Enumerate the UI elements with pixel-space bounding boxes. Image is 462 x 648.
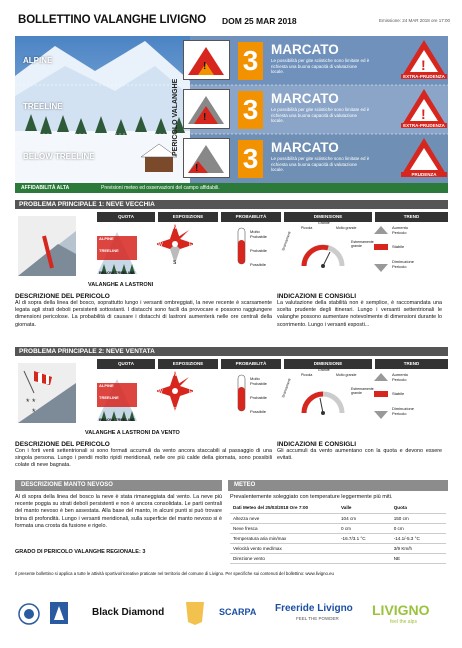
emission-time: Emissione: 24 MAR 2018 ore 17:00 [378, 18, 450, 23]
problem1-quota-alpine: ALPINE [99, 236, 114, 241]
svg-text:* *: * * [26, 397, 36, 407]
meteo-col-valle: Valle [338, 503, 391, 513]
elevation-icon-alpine [183, 40, 230, 80]
meteo-table-header [230, 503, 446, 513]
problem2-aspect-rose [157, 369, 193, 413]
problem1-tips: La valutazione della stabilità non è semplice, è raccomandata una scelta prudente degli itinerari. Lungo i versanti settentrionali le valanghe possono aumentare notevolmente di dimensioni durante lo scorrimento. Lungo i versanti esposti... [277, 300, 442, 328]
meteo-cell: Direzione vento [230, 553, 338, 563]
scarpa-logo: SCARPA [219, 607, 257, 617]
sponsor-shield-logo [48, 600, 70, 626]
problem2-trend-arrows [374, 373, 388, 419]
wind-slab-icon [18, 363, 76, 423]
problem2-size-estremamente: Estremamente grande [351, 387, 374, 395]
problem2-quota-treeline: TREELINE [99, 395, 119, 400]
problem2-size-gauge [298, 373, 348, 417]
problem2-quota-below: BELOW TREELINE [99, 417, 135, 422]
problem1-header [15, 200, 448, 209]
danger-overview [15, 36, 448, 183]
danger-name-alpine: MARCATO [271, 42, 339, 57]
warning-label-below-treeline: PRUDENZA [401, 172, 447, 177]
problem1-desc: Al di sopra della linea del bosco, soprattutto lungo i versanti ombreggiati, la neve recente è scarsamente legata agli strati deboli persistenti sottostanti. I distacchi sono facili da provocare e possono raggiungere dimensioni pericolose. La probabilità di causare i distacchi di lastroni aumenterà nelle ore centrali della giornata. [15, 300, 272, 328]
affidabilita-text: Previsioni meteo ed osservazioni del campo affidabili. [101, 185, 220, 191]
problem2-tips-title: INDICAZIONI E CONSIGLI [277, 441, 357, 448]
danger-level-alpine: 3 [238, 42, 263, 80]
svg-text:E: E [189, 242, 193, 248]
problem2-prob-molto: Molto Probabile [250, 376, 267, 386]
col-trend: TREND [375, 212, 448, 222]
slab-avalanche-icon [18, 216, 76, 276]
problem1-quota-treeline: TREELINE [99, 248, 119, 253]
problem1-type: VALANGHE A LASTRONI [88, 282, 154, 288]
problem1-size-estremamente: Estremamente grande [351, 240, 374, 248]
meteo-cell: NE [391, 553, 446, 563]
problem2-desc-title: DESCRIZIONE DEL PERICOLO [15, 441, 110, 448]
problem1-trend-stabile: Stabile [392, 244, 405, 249]
meteo-summary: Prevalentemente soleggiato con temperature leggermente più miti. [230, 494, 393, 500]
problem2-header [15, 347, 448, 356]
regional-danger-level: GRADO DI PERICOLO VALANGHE REGIONALE: 3 [15, 549, 146, 555]
problem1-trend-arrows [374, 226, 388, 272]
problem1-probability-gauge [236, 226, 248, 266]
svg-text:!: ! [421, 106, 426, 122]
problem2-size-grande: Grande [318, 368, 330, 372]
band-label-below-treeline: BELOW TREELINE [23, 152, 95, 161]
problem2-trend-stabile: Stabile [392, 391, 405, 396]
page-title: BOLLETTINO VALANGHE LIVIGNO [18, 14, 207, 26]
problem1-size-scaricamenti: Scaricamenti [281, 230, 292, 252]
problem1-prob-probabile: Probabile [250, 248, 267, 253]
col-probabilita: PROBABILITÀ [221, 212, 281, 222]
problem2-size-scaricamenti: Scaricamenti [281, 377, 292, 399]
table-row [230, 553, 446, 563]
problem1-size-molto-grande: Molto grande [336, 226, 357, 230]
svg-text:*: * [32, 407, 36, 417]
problem2-prob-possibile: Possibile [250, 409, 267, 414]
problem1-aspect-rose [157, 222, 193, 266]
problem2-column-headers [15, 359, 448, 369]
col-quota: QUOTA [97, 212, 155, 222]
meteo-cell: 104 cm [338, 513, 391, 523]
meteo-cell: 0 cm [391, 523, 446, 533]
danger-level-treeline: 3 [238, 91, 263, 129]
problem2-prob-probabile: Probabile [250, 395, 267, 400]
meteo-cell: Altezza neve [230, 513, 338, 523]
livigno-tagline: feel the alps [390, 619, 417, 625]
table-row [230, 533, 446, 543]
svg-text:!: ! [203, 61, 207, 72]
problem1-column-headers [15, 212, 448, 222]
problem2-tips: Gli accumuli da vento aumentano con la quota e devono essere evitati. [277, 448, 442, 462]
table-row [230, 543, 446, 553]
meteo-cell: 0 cm [338, 523, 391, 533]
svg-text:!: ! [421, 57, 426, 73]
problem1-desc-title: DESCRIZIONE DEL PERICOLO [15, 293, 110, 300]
problem2-type: VALANGHE A LASTRONI DA VENTO [85, 430, 180, 436]
problem2-probability-gauge [236, 373, 248, 413]
sponsor-seal-logo [18, 603, 40, 625]
elevation-icon-below-treeline [183, 138, 230, 178]
manto-text: Al di sopra della linea del bosco la neve è stata rimaneggiata dal vento. La neve più recente poggia su strati deboli persistenti e non è ancora consolidata. Le parti centrali del manto nevoso è ben assestata. Alla base del manto, in alcuni punti si può trovare brina di profondità. Lungo i versanti meridionali, sulla superficie del manto nevoso si è formata una crosta da fusione e rigelo. [15, 494, 222, 529]
meteo-cell [338, 543, 391, 553]
meteo-cell: -16.7/3.1 °C [338, 533, 391, 543]
problem1-size-piccola: Piccola [301, 226, 313, 230]
problem1-tips-title: INDICAZIONI E CONSIGLI [277, 293, 357, 300]
table-row [230, 523, 446, 533]
meteo-cell: 150 cm [391, 513, 446, 523]
elevation-icon-treeline [183, 89, 230, 129]
problem1-trend-aumento: Aumento Pericolo [392, 225, 409, 235]
problem1-trend-diminuzione: Diminuzione Pericolo [392, 259, 415, 269]
danger-name-below-treeline: MARCATO [271, 140, 339, 155]
col2-esposizione: ESPOSIZIONE [158, 359, 218, 369]
meteo-header: METEO [228, 480, 448, 491]
svg-text:!: ! [195, 163, 199, 174]
band-label-alpine: ALPINE [23, 56, 53, 65]
bulletin-date: DOM 25 MAR 2018 [222, 16, 297, 26]
meteo-cell: Neve fresca [230, 523, 338, 533]
meteo-table [230, 503, 446, 564]
table-row [230, 513, 446, 523]
problem1-quota-below: BELOW TREELINE [99, 270, 135, 275]
col2-quota: QUOTA [97, 359, 155, 369]
problem2-desc: Con i forti venti settentrionali si sono formati accumuli da vento ancora staccabili al passaggio di una singola persona. Lungo i pendii molto ripidi meridionali, nelle ore più calde della giornata, sono possibili colate di neve bagnata. [15, 448, 272, 469]
svg-text:!: ! [203, 112, 207, 123]
danger-level-below-treeline: 3 [238, 140, 263, 178]
col2-dimensione: DIMENSIONE [284, 359, 372, 369]
problem1-size-gauge [298, 226, 348, 270]
svg-text:N: N [173, 225, 177, 231]
meteo-cell: -14.1/-5.3 °C [391, 533, 446, 543]
problem2-trend-aumento: Aumento Pericolo [392, 372, 409, 382]
manto-header: DESCRIZIONE MANTO NEVOSO [15, 480, 222, 491]
meteo-cell [338, 553, 391, 563]
svg-text:W: W [158, 389, 163, 395]
col-esposizione: ESPOSIZIONE [158, 212, 218, 222]
col2-trend: TREND [375, 359, 448, 369]
problem2-quota-alpine: ALPINE [99, 383, 114, 388]
meteo-col-quota: Quota [391, 503, 446, 513]
black-diamond-logo: Black Diamond [92, 607, 165, 618]
svg-text:S: S [173, 407, 177, 413]
affidabilita-bar [15, 183, 448, 193]
problem1-size-grande: Grande [318, 221, 330, 225]
pericolo-vertical-label: PERICOLO VALANGHE [172, 78, 179, 156]
freeride-livigno-logo: Freeride Livigno [275, 603, 353, 614]
danger-name-treeline: MARCATO [271, 91, 339, 106]
problem1-prob-possibile: Possibile [250, 262, 267, 267]
problem2-title: PROBLEMA PRINCIPALE 2: NEVE VENTATA [19, 348, 155, 355]
sponsor-badge-logo [184, 600, 206, 626]
problem2-trend-diminuzione: Diminuzione Pericolo [392, 406, 415, 416]
affidabilita-label: AFFIDABILITÀ ALTA [21, 185, 70, 191]
problem2-size-molto-grande: Molto grande [336, 373, 357, 377]
danger-desc-alpine: Le possibilità per gite sciistiche sono limitate ed è richiesta una buona capacità di valutazione locale. [271, 58, 370, 74]
problem1-title: PROBLEMA PRINCIPALE 1: NEVE VECCHIA [19, 201, 155, 208]
meteo-col-dati: Dati Meteo del 25/03/2018 Ore 7:00 [230, 503, 338, 513]
meteo-cell: Velocità vento med/max [230, 543, 338, 553]
warning-label-alpine: EXTRA-PRUDENZA [401, 74, 447, 79]
danger-desc-below-treeline: Le possibilità per gite sciistiche sono limitate ed è richiesta una buona capacità di valutazione locale. [271, 156, 370, 172]
svg-text:S: S [173, 260, 177, 266]
col-dimensione: DIMENSIONE [284, 212, 372, 222]
svg-text:E: E [189, 389, 193, 395]
problem1-prob-molto: Molto Probabile [250, 229, 267, 239]
svg-text:W: W [158, 242, 163, 248]
warning-label-treeline: EXTRA-PRUDENZA [401, 123, 447, 128]
meteo-cell: Temperatura aria min/max [230, 533, 338, 543]
danger-desc-treeline: Le possibilità per gite sciistiche sono limitate ed è richiesta una buona capacità di valutazione locale. [271, 107, 370, 123]
livigno-logo: LIVIGNO [372, 602, 430, 618]
svg-text:N: N [173, 372, 177, 378]
meteo-cell: 3/9 Km/h [391, 543, 446, 553]
problem2-size-piccola: Piccola [301, 373, 313, 377]
band-label-treeline: TREELINE [23, 102, 63, 111]
col2-probabilita: PROBABILITÀ [221, 359, 281, 369]
footer-note: Il presente bollettino si applica a tutte le attività sportivo/ricreative praticate nel territorio del comune di Livigno. Per specifiche sui contenuti del bollettino: www.livigno.eu [15, 571, 334, 576]
freeride-tagline: FEEL THE POWDER [296, 616, 339, 621]
